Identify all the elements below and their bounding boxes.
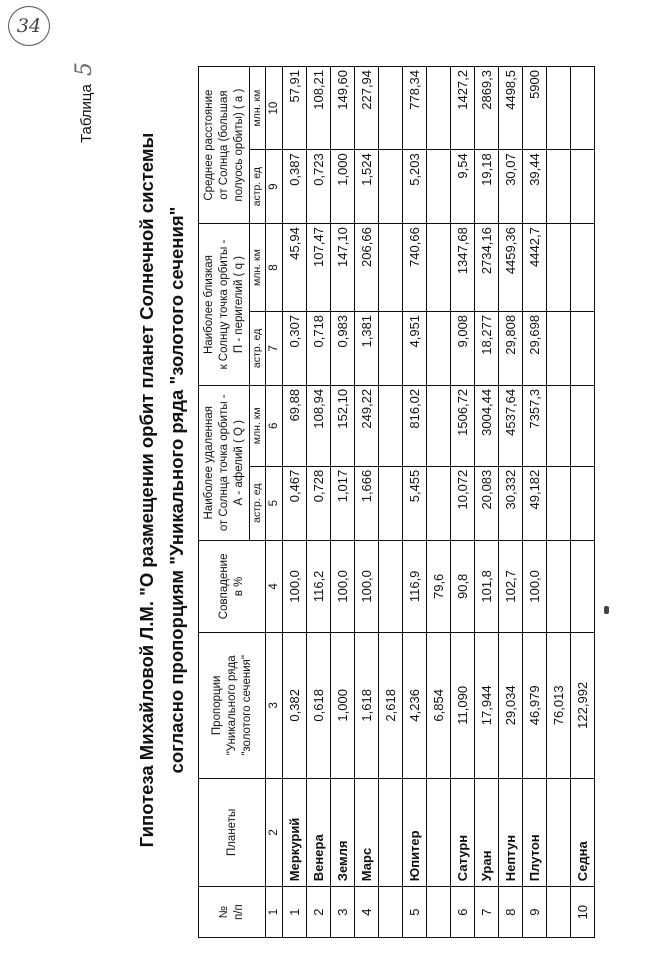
average-km: 149,60 [331, 67, 355, 150]
perihelion-km [427, 224, 451, 312]
aphelion-au: 10,072 [451, 466, 475, 540]
aphelion-km [571, 385, 595, 466]
proportion-value: 17,944 [475, 633, 499, 779]
column-number: 5 [266, 466, 283, 540]
column-number: 6 [266, 385, 283, 466]
average-km: 5900 [523, 67, 547, 150]
average-km: 4498,5 [499, 67, 523, 150]
row-number: 1 [283, 887, 307, 938]
header-planet: Планеты [199, 778, 266, 887]
perihelion-au [547, 311, 571, 385]
aphelion-km: 108,94 [307, 385, 331, 466]
planet-name: Сатурн [451, 778, 475, 887]
header-average-au: астр. ед [250, 150, 266, 224]
header-aphelion-km: млн. км [250, 385, 266, 466]
scan-mark [604, 606, 609, 614]
aphelion-km: 4537,64 [499, 385, 523, 466]
match-percent: 101,8 [475, 540, 499, 632]
table-row [283, 67, 307, 938]
perihelion-au: 0,307 [283, 311, 307, 385]
average-km [547, 67, 571, 150]
perihelion-au [571, 311, 595, 385]
aphelion-au [547, 466, 571, 540]
table-row [571, 67, 595, 938]
perihelion-au: 18,277 [475, 311, 499, 385]
table-row [403, 67, 427, 938]
column-number: 9 [266, 150, 283, 224]
perihelion-au: 4,951 [403, 311, 427, 385]
row-number: 5 [403, 887, 427, 938]
planet-name [547, 778, 571, 887]
match-percent: 100,0 [283, 540, 307, 632]
aphelion-km: 7357,3 [523, 385, 547, 466]
planet-name: Марс [355, 778, 379, 887]
column-number: 7 [266, 311, 283, 385]
row-number: 3 [331, 887, 355, 938]
header-perihelion-au: астр. ед [250, 311, 266, 385]
perihelion-km: 1347,68 [451, 224, 475, 312]
perihelion-au: 29,698 [523, 311, 547, 385]
table-row [499, 67, 523, 938]
document-title-line-1: Гипотеза Михайловой Л.М. "О размещении орбит планет Солнечной системы [136, 132, 157, 848]
proportion-value: 6,854 [427, 633, 451, 779]
aphelion-km: 152,10 [331, 385, 355, 466]
aphelion-km: 816,02 [403, 385, 427, 466]
header-perihelion-km: млн. км [250, 224, 266, 312]
proportion-value: 0,618 [307, 633, 331, 779]
perihelion-au: 1,381 [355, 311, 379, 385]
average-km: 57,91 [283, 67, 307, 150]
perihelion-au: 9,008 [451, 311, 475, 385]
row-number [379, 887, 403, 938]
aphelion-km: 1506,72 [451, 385, 475, 466]
table-label-handwritten-number: 5 [72, 62, 97, 76]
aphelion-au [571, 466, 595, 540]
row-number [547, 887, 571, 938]
proportion-value: 1,618 [355, 633, 379, 779]
proportion-value: 46,979 [523, 633, 547, 779]
match-percent: 100,0 [523, 540, 547, 632]
planet-name: Юпитер [403, 778, 427, 887]
column-number: 8 [266, 224, 283, 312]
row-number: 7 [475, 887, 499, 938]
perihelion-au [427, 311, 451, 385]
average-km: 778,34 [403, 67, 427, 150]
table-row [523, 67, 547, 938]
perihelion-km: 147,10 [331, 224, 355, 312]
average-au: 0,723 [307, 150, 331, 224]
perihelion-km [571, 224, 595, 312]
match-percent: 90,8 [451, 540, 475, 632]
match-percent: 116,9 [403, 540, 427, 632]
average-au: 19,18 [475, 150, 499, 224]
table-label-text: Таблица [78, 84, 95, 143]
planet-name: Седна [571, 778, 595, 887]
aphelion-au: 49,182 [523, 466, 547, 540]
average-km [427, 67, 451, 150]
table-row [451, 67, 475, 938]
column-number: 3 [266, 633, 283, 779]
table-row [355, 67, 379, 938]
average-au: 30,07 [499, 150, 523, 224]
average-km: 108,21 [307, 67, 331, 150]
row-number: 4 [355, 887, 379, 938]
header-proportions: Пропорции "Уникального ряда "золотого сечения" [199, 633, 266, 779]
proportion-value: 0,382 [283, 633, 307, 779]
header-perihelion: Наиболее близкая к Солнцу точка орбиты - П - перигелий ( q ) [199, 224, 250, 386]
match-percent: 100,0 [355, 540, 379, 632]
aphelion-au [427, 466, 451, 540]
planet-name [379, 778, 403, 887]
rotated-sheet [70, 40, 590, 940]
perihelion-km [379, 224, 403, 312]
planet-name: Плутон [523, 778, 547, 887]
header-number: № п/п [199, 887, 266, 938]
table-label [72, 62, 97, 143]
match-percent: 79,6 [427, 540, 451, 632]
document-title-line-2: согласно пропорциям "Уникального ряда "золотого сечения" [166, 206, 187, 774]
column-number: 4 [266, 540, 283, 632]
average-au [427, 150, 451, 224]
table-row [547, 67, 571, 938]
aphelion-au: 1,017 [331, 466, 355, 540]
aphelion-au [379, 466, 403, 540]
aphelion-au: 0,467 [283, 466, 307, 540]
column-number: 2 [266, 778, 283, 887]
aphelion-au: 5,455 [403, 466, 427, 540]
average-km: 2869,3 [475, 67, 499, 150]
row-number: 8 [499, 887, 523, 938]
aphelion-km: 249,22 [355, 385, 379, 466]
perihelion-km: 206,66 [355, 224, 379, 312]
perihelion-km: 2734,16 [475, 224, 499, 312]
table-row [475, 67, 499, 938]
average-km: 1427,2 [451, 67, 475, 150]
average-au: 9,54 [451, 150, 475, 224]
planet-name: Уран [475, 778, 499, 887]
aphelion-km [547, 385, 571, 466]
aphelion-au: 20,083 [475, 466, 499, 540]
average-km [571, 67, 595, 150]
perihelion-km: 740,66 [403, 224, 427, 312]
row-number: 2 [307, 887, 331, 938]
column-number: 10 [266, 67, 283, 150]
perihelion-km: 4442,7 [523, 224, 547, 312]
table-row [379, 67, 403, 938]
perihelion-au [379, 311, 403, 385]
header-aphelion: Наиболее удаленная от Солнца точка орбиты - А - афелий ( Q ) [199, 385, 250, 540]
match-percent [379, 540, 403, 632]
table-row [331, 67, 355, 938]
average-au [571, 150, 595, 224]
average-au: 39,44 [523, 150, 547, 224]
match-percent: 116,2 [307, 540, 331, 632]
perihelion-au: 0,718 [307, 311, 331, 385]
header-match-percent: Совпадение в % [199, 540, 266, 632]
row-number: 9 [523, 887, 547, 938]
header-average-km: млн. км [250, 67, 266, 150]
proportion-value: 11,090 [451, 633, 475, 779]
proportion-value: 76,013 [547, 633, 571, 779]
planet-name: Меркурий [283, 778, 307, 887]
perihelion-km: 45,94 [283, 224, 307, 312]
average-au [379, 150, 403, 224]
average-au: 1,000 [331, 150, 355, 224]
proportion-value: 1,000 [331, 633, 355, 779]
average-au: 0,387 [283, 150, 307, 224]
proportion-value: 122,992 [571, 633, 595, 779]
average-au: 1,524 [355, 150, 379, 224]
perihelion-km [547, 224, 571, 312]
header-aphelion-au: астр. ед [250, 466, 266, 540]
aphelion-km: 3004,44 [475, 385, 499, 466]
match-percent [547, 540, 571, 632]
perihelion-au: 0,983 [331, 311, 355, 385]
average-au: 5,203 [403, 150, 427, 224]
aphelion-au: 30,332 [499, 466, 523, 540]
perihelion-km: 4459,36 [499, 224, 523, 312]
aphelion-km [427, 385, 451, 466]
average-km: 227,94 [355, 67, 379, 150]
average-au [547, 150, 571, 224]
aphelion-km: 69,88 [283, 385, 307, 466]
column-number: 1 [266, 887, 283, 938]
match-percent: 102,7 [499, 540, 523, 632]
aphelion-km [379, 385, 403, 466]
page-number: 34 [8, 6, 50, 46]
table-row [307, 67, 331, 938]
perihelion-au: 29,808 [499, 311, 523, 385]
planet-orbits-table [198, 66, 595, 938]
perihelion-km: 107,47 [307, 224, 331, 312]
row-number [427, 887, 451, 938]
row-number: 10 [571, 887, 595, 938]
aphelion-au: 0,728 [307, 466, 331, 540]
row-number: 6 [451, 887, 475, 938]
proportion-value: 4,236 [403, 633, 427, 779]
aphelion-au: 1,666 [355, 466, 379, 540]
planet-name [427, 778, 451, 887]
planet-name: Нептун [499, 778, 523, 887]
match-percent [571, 540, 595, 632]
average-km [379, 67, 403, 150]
header-average-distance: Среднее расстояние от Солнца (большая полуось орбиты) ( a ) [199, 67, 250, 224]
match-percent: 100,0 [331, 540, 355, 632]
proportion-value: 29,034 [499, 633, 523, 779]
planet-name: Венера [307, 778, 331, 887]
proportion-value: 2,618 [379, 633, 403, 779]
planet-name: Земля [331, 778, 355, 887]
table-row [427, 67, 451, 938]
